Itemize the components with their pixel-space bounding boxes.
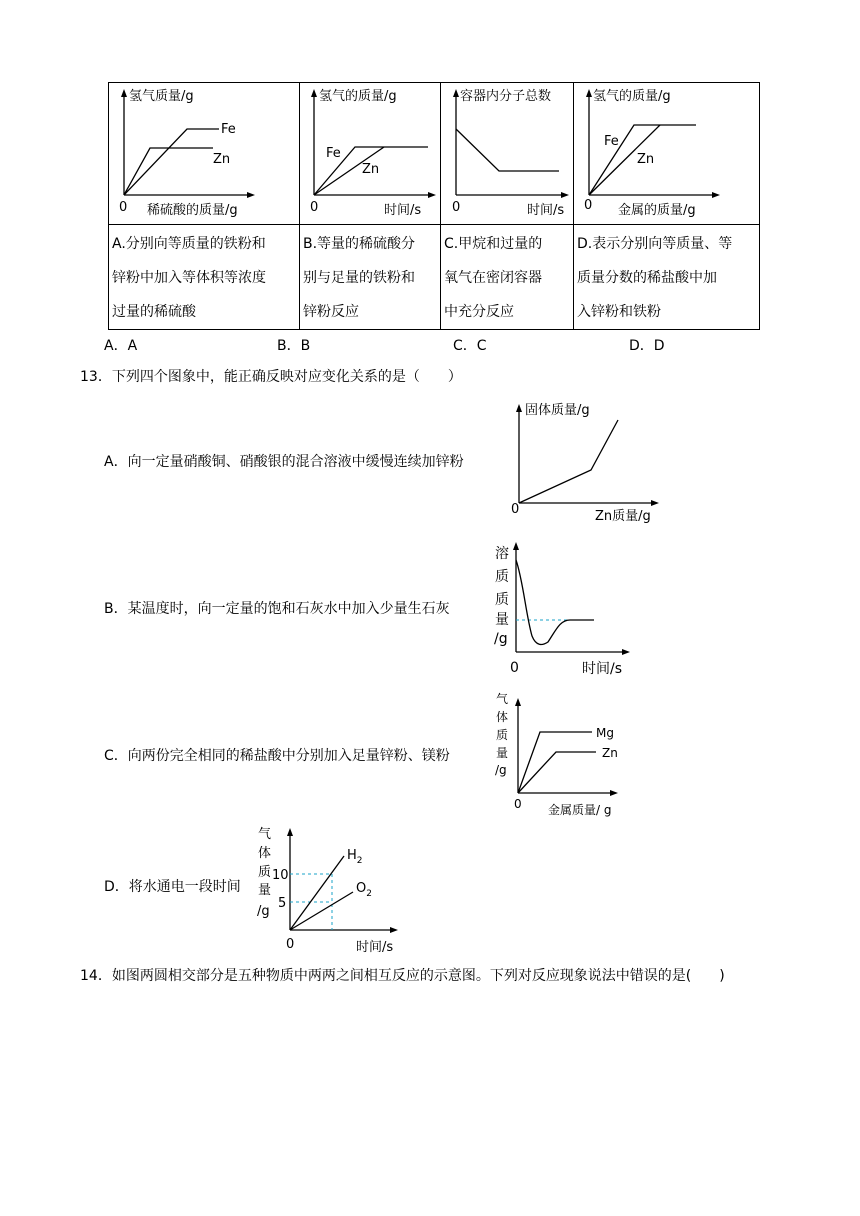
origin-label: 0: [286, 937, 295, 952]
q13-option-a[interactable]: A．向一定量硝酸铜、硝酸银的混合溶液中缓慢连续加锌粉: [104, 454, 464, 470]
xlabel: 金属的质量/g: [618, 203, 696, 218]
desc-line: 锌粉反应: [303, 304, 359, 320]
svg-text:量: 量: [495, 612, 509, 628]
svg-text:质: 质: [496, 728, 509, 742]
desc-line: 中充分反应: [444, 304, 514, 320]
q13-chart-c: [492, 690, 632, 820]
ylabel: 氢气质量/g: [129, 89, 194, 104]
series-label-zn: Zn: [602, 746, 618, 760]
series-label-fe: Fe: [326, 146, 341, 161]
xlabel: 时间/s: [582, 661, 623, 677]
q13-stem: 13．下列四个图象中，能正确反映对应变化关系的是（ ）: [80, 369, 462, 385]
xlabel: 时间/s: [356, 940, 394, 955]
ylabel: 容器内分子总数: [460, 89, 552, 104]
origin-label: 0: [511, 502, 520, 517]
svg-text:/g: /g: [495, 763, 507, 777]
desc-line: 别与足量的铁粉和: [303, 270, 415, 286]
line-molecules: [456, 129, 559, 171]
ylabel-vertical: [494, 545, 509, 647]
q12-option-a[interactable]: A．A: [104, 338, 138, 354]
q12-figure-a: [109, 83, 300, 225]
svg-text:质: 质: [258, 865, 272, 880]
desc-line: 入锌粉和铁粉: [577, 304, 661, 320]
ylabel-vertical: [257, 827, 271, 919]
line-fe: [124, 129, 219, 195]
q12-figure-b: [300, 83, 441, 225]
q12-table: [108, 82, 760, 330]
desc-line: B.等量的稀硫酸分: [303, 236, 416, 252]
ylabel: 固体质量/g: [525, 403, 590, 418]
q12-chart-b: [300, 83, 440, 220]
line-solute-mass: [516, 560, 594, 644]
series-label-mg: Mg: [596, 726, 614, 740]
origin-label: 0: [119, 200, 128, 215]
svg-text:气: 气: [496, 692, 509, 706]
line-h2: [290, 856, 344, 930]
q12-desc-b: [300, 225, 441, 330]
origin-label: 0: [310, 200, 319, 215]
desc-line: C.甲烷和过量的: [444, 236, 543, 252]
q12-desc-c: [441, 225, 574, 330]
series-label-o2: $O_2$: [356, 881, 372, 899]
q13-chart-b: [490, 540, 645, 680]
ytick-10: 10: [272, 868, 289, 883]
ytick-5: 5: [278, 896, 287, 911]
origin-label: 0: [584, 198, 593, 213]
svg-text:/g: /g: [494, 631, 508, 647]
q12-figure-d: [574, 83, 760, 225]
series-label-zn: Zn: [362, 162, 380, 177]
q14-stem: 14．如图两圆相交部分是五种物质中两两之间相互反应的示意图。下列对反应现象说法中错误的是( ): [80, 968, 725, 984]
line-o2: [290, 892, 353, 930]
q13-chart-a: [505, 398, 670, 524]
series-label-zn: Zn: [213, 152, 231, 167]
desc-line: D.表示分别向等质量、等: [577, 236, 733, 252]
series-label-h2: $H_2$: [347, 848, 363, 866]
desc-line: 质量分数的稀盐酸中加: [577, 270, 717, 286]
svg-text:质: 质: [495, 592, 509, 608]
line-zn: [518, 752, 596, 793]
q12-desc-a: [109, 225, 300, 330]
q12-chart-d: [574, 83, 759, 220]
desc-line: 锌粉中加入等体积等浓度: [112, 270, 266, 286]
series-label-fe: Fe: [604, 134, 619, 149]
svg-text:质: 质: [495, 569, 509, 585]
q13-option-b[interactable]: B．某温度时，向一定量的饱和石灰水中加入少量生石灰: [104, 601, 450, 617]
svg-text:量: 量: [258, 883, 272, 898]
series-label-zn: Zn: [637, 152, 655, 167]
desc-line: A.分别向等质量的铁粉和: [112, 236, 266, 252]
svg-text:体: 体: [496, 710, 509, 724]
xlabel: 时间/s: [527, 203, 565, 218]
svg-text:体: 体: [258, 846, 272, 861]
q12-option-c[interactable]: C．C: [453, 338, 487, 354]
ylabel: 氢气的质量/g: [319, 89, 397, 104]
line-mg: [518, 732, 592, 793]
q13-option-c[interactable]: C．向两份完全相同的稀盐酸中分别加入足量锌粉、镁粉: [104, 748, 450, 764]
ylabel: 氢气的质量/g: [593, 89, 671, 104]
line-zn: [124, 148, 213, 195]
xlabel: 时间/s: [384, 203, 422, 218]
q13-chart-d: [252, 822, 412, 957]
desc-line: 过量的稀硫酸: [112, 304, 196, 320]
q12-option-b[interactable]: B．B: [277, 338, 311, 354]
origin-label: 0: [452, 200, 461, 215]
desc-line: 氧气在密闭容器: [444, 270, 542, 286]
line-solid-mass: [519, 420, 618, 503]
ylabel-vertical: [495, 691, 508, 777]
origin-label: 0: [510, 660, 519, 676]
origin-label: 0: [514, 797, 522, 811]
q12-desc-d: [574, 225, 760, 330]
xlabel: Zn质量/g: [595, 509, 651, 524]
q12-figure-c: [441, 83, 574, 225]
q12-option-d[interactable]: D．D: [629, 338, 665, 354]
q12-chart-a: [109, 83, 299, 220]
svg-text:/g: /g: [257, 904, 270, 919]
xlabel: 金属质量/ g: [548, 803, 612, 817]
series-label-fe: Fe: [221, 122, 236, 137]
svg-text:气: 气: [258, 827, 272, 842]
q13-option-d[interactable]: D．将水通电一段时间: [104, 879, 241, 895]
xlabel: 稀硫酸的质量/g: [147, 203, 238, 218]
q12-chart-c: [441, 83, 573, 220]
svg-text:量: 量: [496, 746, 509, 760]
svg-text:溶: 溶: [495, 546, 509, 562]
